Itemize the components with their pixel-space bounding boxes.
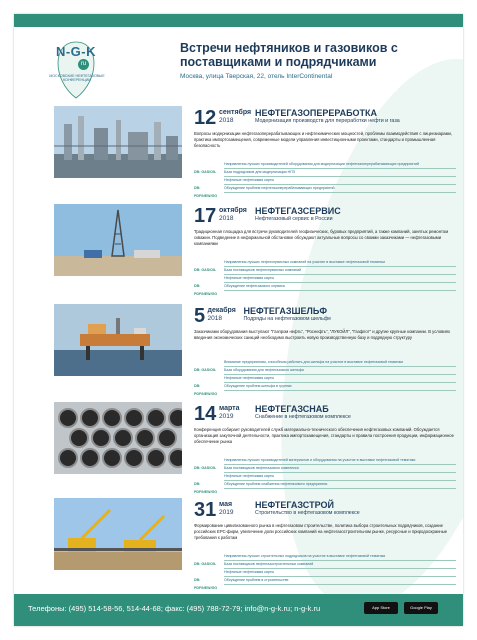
page-title: Встречи нефтяников и газовиков с поставщиками и подрядчиками (180, 41, 398, 69)
event-track-item[interactable] (194, 258, 456, 266)
event-track-item[interactable] (194, 266, 456, 274)
event-photo (54, 402, 182, 474)
event-year: 2018 (207, 315, 222, 322)
event-block (54, 304, 454, 400)
event-tracks (194, 160, 456, 198)
event-title: НЕФТЕГАЗШЕЛЬФ (243, 306, 328, 316)
event-block (54, 402, 454, 498)
event-tracks (194, 552, 456, 590)
event-track-item[interactable] (194, 358, 456, 366)
track-text: Внимание предприятиям, способным работать для шельфа на участие в выставке нефтегазовой тематики (224, 358, 456, 367)
track-label: DB: GAS/OIL (194, 368, 217, 372)
track-label: DB: PDF/NEW/GO (194, 482, 218, 494)
track-text: Нефтяные нефтехимия карты (224, 568, 456, 577)
event-description: Вопросы модернизации нефтегазоперерабатывающих и нефтехимических мощностей, проблемы взаимодействия с лицензиарами, практика импортозамещения, современные модели управления инвестиционными проектами, стандарты и промышленная безопасность (194, 131, 453, 148)
event-track-item[interactable] (194, 576, 456, 590)
event-track-item[interactable] (194, 374, 456, 382)
track-text: Нефтяные нефтехимия карты (224, 472, 456, 481)
track-text: Нефтяные нефтехимия карты (224, 176, 456, 185)
event-photo (54, 304, 182, 376)
event-subtitle: Строительство в нефтегазовом комплексе (255, 510, 360, 516)
event-day: 14 (194, 403, 217, 425)
event-month: сентября (219, 109, 252, 116)
event-month: октября (219, 207, 247, 214)
event-track-item[interactable] (194, 472, 456, 480)
event-track-item[interactable] (194, 274, 456, 282)
event-track-item[interactable] (194, 464, 456, 472)
track-label: DB: PDF/NEW/GO (194, 186, 218, 198)
event-track-item[interactable] (194, 366, 456, 374)
event-block (54, 204, 454, 300)
track-text: Обсуждение проблем снабжения нефтегазового предприятия (224, 480, 456, 489)
event-description: Традиционная площадка для встречи руководителей геофизических, буровых предприятий, а также компаний, занятых ремонтом скважин. Подведение в неформальной обстановке обсуждают актуальные вопросы со своими заказчиками — нефтегазовыми компаниями (194, 229, 449, 246)
footer-contacts: Телефоны: (495) 514-58-56, 514-44-68; факс: (495) 788-72-79; info@n-g-k.ru; n-g-k.ru (28, 604, 321, 613)
event-year: 2018 (219, 117, 234, 124)
track-label: DB: GAS/OIL (194, 562, 217, 566)
event-tracks (194, 358, 456, 396)
track-text: Направления лучших нефтесервисных компаний на участие в выставке нефтегазовой тематики (224, 258, 456, 267)
event-block (54, 106, 454, 202)
track-text: База оборудования для нефтегазового шельфа (224, 366, 456, 375)
track-text: Направления лучших строительных подрядчиков на участие в выставке нефтегазовой тематики (224, 552, 456, 561)
event-month: мая (219, 501, 233, 508)
track-label: DB: GAS/OIL (194, 268, 217, 272)
track-text: Обсуждение проблем в строительстве (224, 576, 456, 585)
event-track-item[interactable] (194, 160, 456, 168)
event-track-item[interactable] (194, 560, 456, 568)
event-title: НЕФТЕГАЗСНАБ (255, 404, 329, 414)
track-text: Обсуждение нефтегазового сервиса (224, 282, 456, 291)
event-track-item[interactable] (194, 184, 456, 198)
event-day: 12 (194, 107, 217, 129)
google-play-badge[interactable]: Google Play (404, 602, 438, 614)
event-title: НЕФТЕГАЗОПЕРЕРАБОТКА (255, 108, 378, 118)
track-label: DB: PDF/NEW/GO (194, 384, 218, 396)
event-subtitle: Подряды на нефтегазовом шельфе (243, 316, 332, 322)
event-month: марта (219, 405, 240, 412)
track-text: Направления лучших производителей оборудования для модернизации нефтегазоперерабатывающих предприятий (224, 160, 456, 169)
track-text: Нефтяные нефтехимия карты (224, 374, 456, 383)
track-text: База поставщиков нефтесервисных компаний (224, 266, 456, 275)
footer-bar (14, 594, 463, 626)
event-day: 5 (194, 305, 206, 327)
track-text: Обсуждение проблем нефтегазоперерабатывающих предприятий (224, 184, 456, 193)
track-text: База поставщиков нефтегазостроительных компаний (224, 560, 456, 569)
logo-domain: ru (78, 59, 89, 70)
event-track-item[interactable] (194, 480, 456, 494)
track-text: Нефтяные нефтехимия карты (224, 274, 456, 283)
event-subtitle: Нефтегазовый сервис в России (255, 216, 333, 222)
track-text: Обсуждение проблем шельфа в группах (224, 382, 456, 391)
event-month: декабря (207, 307, 236, 314)
event-track-item[interactable] (194, 568, 456, 576)
logo-subtitle: МОСКОВСКИЕ НЕФТЕГАЗОВЫЕ КОНФЕРЕНЦИИ (49, 74, 105, 83)
event-day: 17 (194, 205, 217, 227)
logo-brand: N-G-K (55, 44, 97, 59)
event-year: 2019 (219, 413, 234, 420)
track-text: База поставщиков нефтегазового комплекса (224, 464, 456, 473)
event-tracks (194, 258, 456, 296)
event-year: 2018 (219, 215, 234, 222)
track-label: DB: PDF/NEW/GO (194, 284, 218, 296)
brochure-page (14, 14, 463, 626)
event-track-item[interactable] (194, 176, 456, 184)
top-bar (14, 14, 463, 27)
event-track-item[interactable] (194, 552, 456, 560)
event-track-item[interactable] (194, 168, 456, 176)
event-day: 31 (194, 499, 217, 521)
event-description: Конференция собирает руководителей служб материально-технического обеспечения нефтегазовых компаний. Обсуждается организация закупочной деятельности, практика импортозамещения, стандарты и правила построения продукции, информационное обеспечение рынка (194, 427, 454, 444)
event-tracks (194, 456, 456, 494)
event-track-item[interactable] (194, 282, 456, 296)
event-subtitle: Снабжение в нефтегазовом комплексе (255, 414, 351, 420)
event-description: Формирование цивилизованного рынка в нефтегазовом строительстве, политика выбора строительных подрядчиков, создание российских EPC-фирм, увеличение доли российских компаний на нефтегазостроительном рынке, ресурсные и природоохранные требования к работам (194, 523, 448, 540)
event-title: НЕФТЕГАЗСЕРВИС (255, 206, 341, 216)
track-text: База подрядчиков для модернизации НПЗ (224, 168, 456, 177)
track-text: Направления лучших производителей материалов и оборудования на участие в выставке нефтегазовой тематики (224, 456, 456, 465)
event-photo (54, 106, 182, 178)
event-photo (54, 204, 182, 276)
app-store-badge[interactable]: App Store (364, 602, 398, 614)
event-track-item[interactable] (194, 382, 456, 396)
event-track-item[interactable] (194, 456, 456, 464)
event-block (54, 498, 454, 594)
track-label: DB: GAS/OIL (194, 466, 217, 470)
event-year: 2019 (219, 509, 234, 516)
track-label: DB: GAS/OIL (194, 170, 217, 174)
event-title: НЕФТЕГАЗСТРОЙ (255, 500, 334, 510)
event-description: Заказчиками оборудования выступают "Газпром нефть", "Роснефть", "ЛУКОЙЛ", "Газфлот" и другие крупные компании. В условиях введения экономических санкций необходимо выстроить новую производственную базу и подрядную структуру (194, 329, 451, 340)
venue-address: Москва, улица Тверская, 22, отель InterContinental (180, 73, 333, 80)
event-photo (54, 498, 182, 570)
event-subtitle: Модернизация производств для переработки нефти и газа (255, 118, 400, 124)
track-label: DB: PDF/NEW/GO (194, 578, 218, 590)
